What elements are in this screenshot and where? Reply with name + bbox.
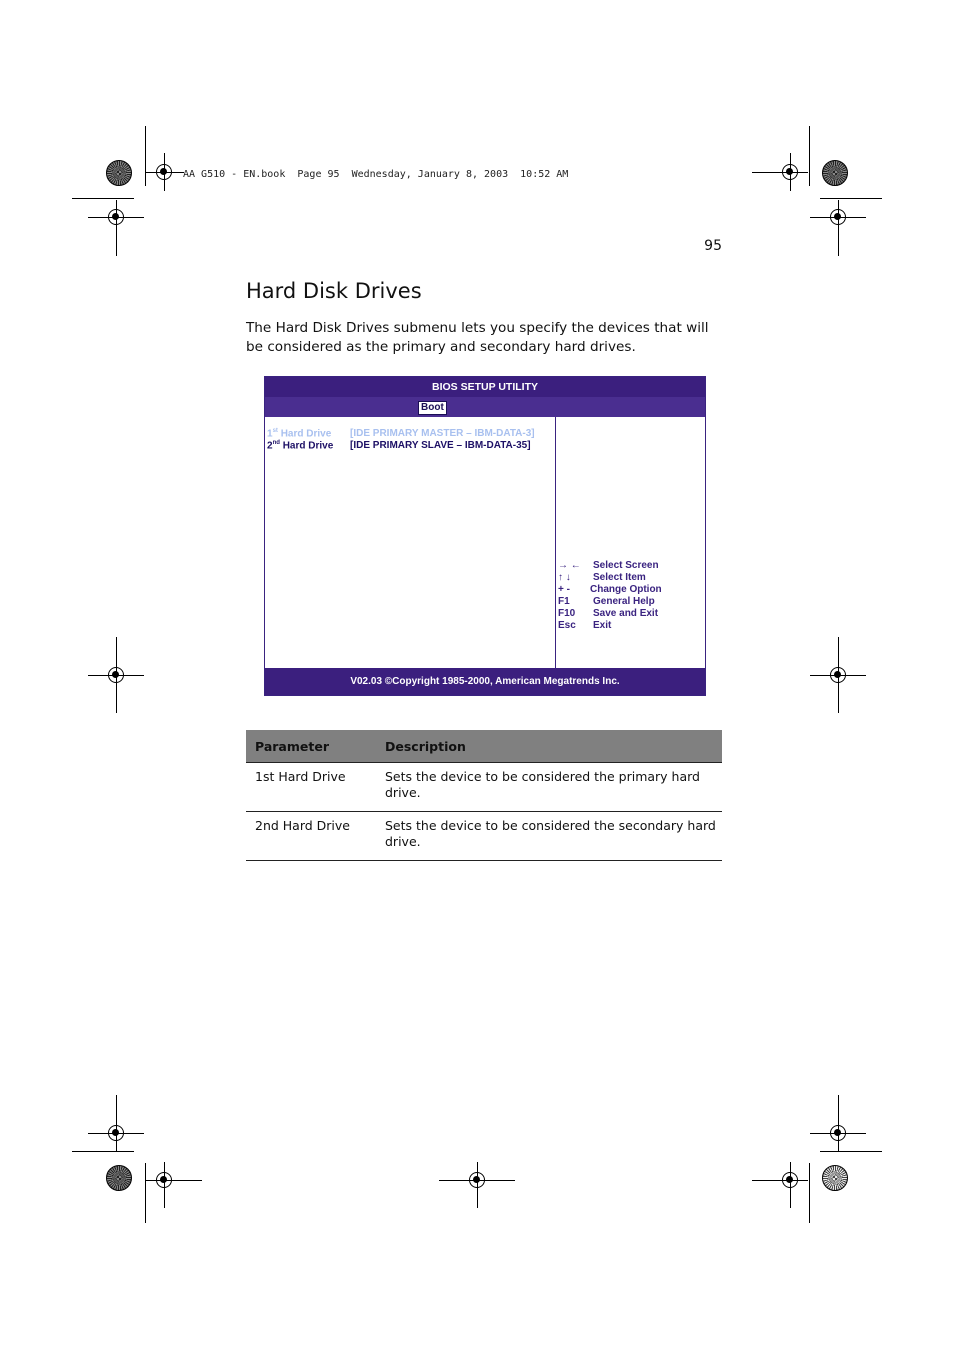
table-row (246, 812, 722, 861)
drive-number: 2 (267, 440, 273, 452)
key-arrows-ud: ↑ ↓ (558, 572, 571, 583)
drive-label: Hard Drive (282, 440, 334, 452)
key-esc: Esc (558, 620, 576, 631)
registration-bullseye-icon (106, 1165, 132, 1191)
intro-paragraph: The Hard Disk Drives submenu lets you specify the devices that will be considered as the primary and secondary hard drives. (246, 320, 709, 355)
parameter-table (246, 730, 722, 861)
print-header: AA G510 - EN.book Page 95 Wednesday, January 8, 2003 10:52 AM (183, 169, 569, 180)
key-arrows-lr: → ← (558, 560, 581, 571)
key-action: Save and Exit (593, 608, 659, 619)
key-action: Select Item (593, 572, 646, 583)
drive-ordinal: st (272, 428, 278, 434)
registration-bullseye-icon (106, 160, 132, 186)
table-header-row (246, 730, 722, 763)
registration-bullseye-icon (822, 1165, 848, 1191)
key-action: Exit (593, 620, 612, 631)
bios-panel-divider (555, 417, 556, 668)
key-plus-minus: + - (558, 584, 570, 595)
column-header-parameter: Parameter (246, 730, 376, 763)
description-cell: Sets the device to be considered the secondary hard drive. (376, 812, 722, 861)
description-cell: Sets the device to be considered the primary hard drive. (376, 763, 722, 812)
drive-value: [IDE PRIMARY SLAVE – IBM-DATA-35] (350, 440, 531, 451)
bios-screenshot (264, 376, 706, 696)
bios-title-bar: BIOS SETUP UTILITY (265, 377, 705, 397)
table-row (246, 763, 722, 812)
bios-item-2nd-hard-drive[interactable] (267, 440, 531, 452)
parameter-cell: 2nd Hard Drive (246, 812, 376, 861)
parameter-cell: 1st Hard Drive (246, 763, 376, 812)
bios-menu-bar (265, 397, 705, 417)
key-f1: F1 (558, 596, 570, 607)
key-action: Select Screen (593, 560, 659, 571)
drive-number: 1 (267, 428, 273, 440)
drive-value: [IDE PRIMARY MASTER – IBM-DATA-3] (350, 428, 535, 439)
section-heading: Hard Disk Drives (246, 279, 422, 303)
key-f10: F10 (558, 608, 576, 619)
column-header-description: Description (376, 730, 722, 763)
drive-ordinal: nd (272, 440, 280, 446)
key-action: General Help (593, 596, 655, 607)
page-number: 95 (704, 238, 722, 254)
bios-copyright-footer: V02.03 ©Copyright 1985-2000, American Megatrends Inc. (265, 668, 705, 695)
bios-tab-boot[interactable]: Boot (418, 401, 447, 415)
registration-bullseye-icon (822, 160, 848, 186)
drive-label: Hard Drive (280, 428, 332, 440)
bios-item-1st-hard-drive[interactable] (267, 428, 535, 440)
key-action: Change Option (590, 584, 662, 595)
